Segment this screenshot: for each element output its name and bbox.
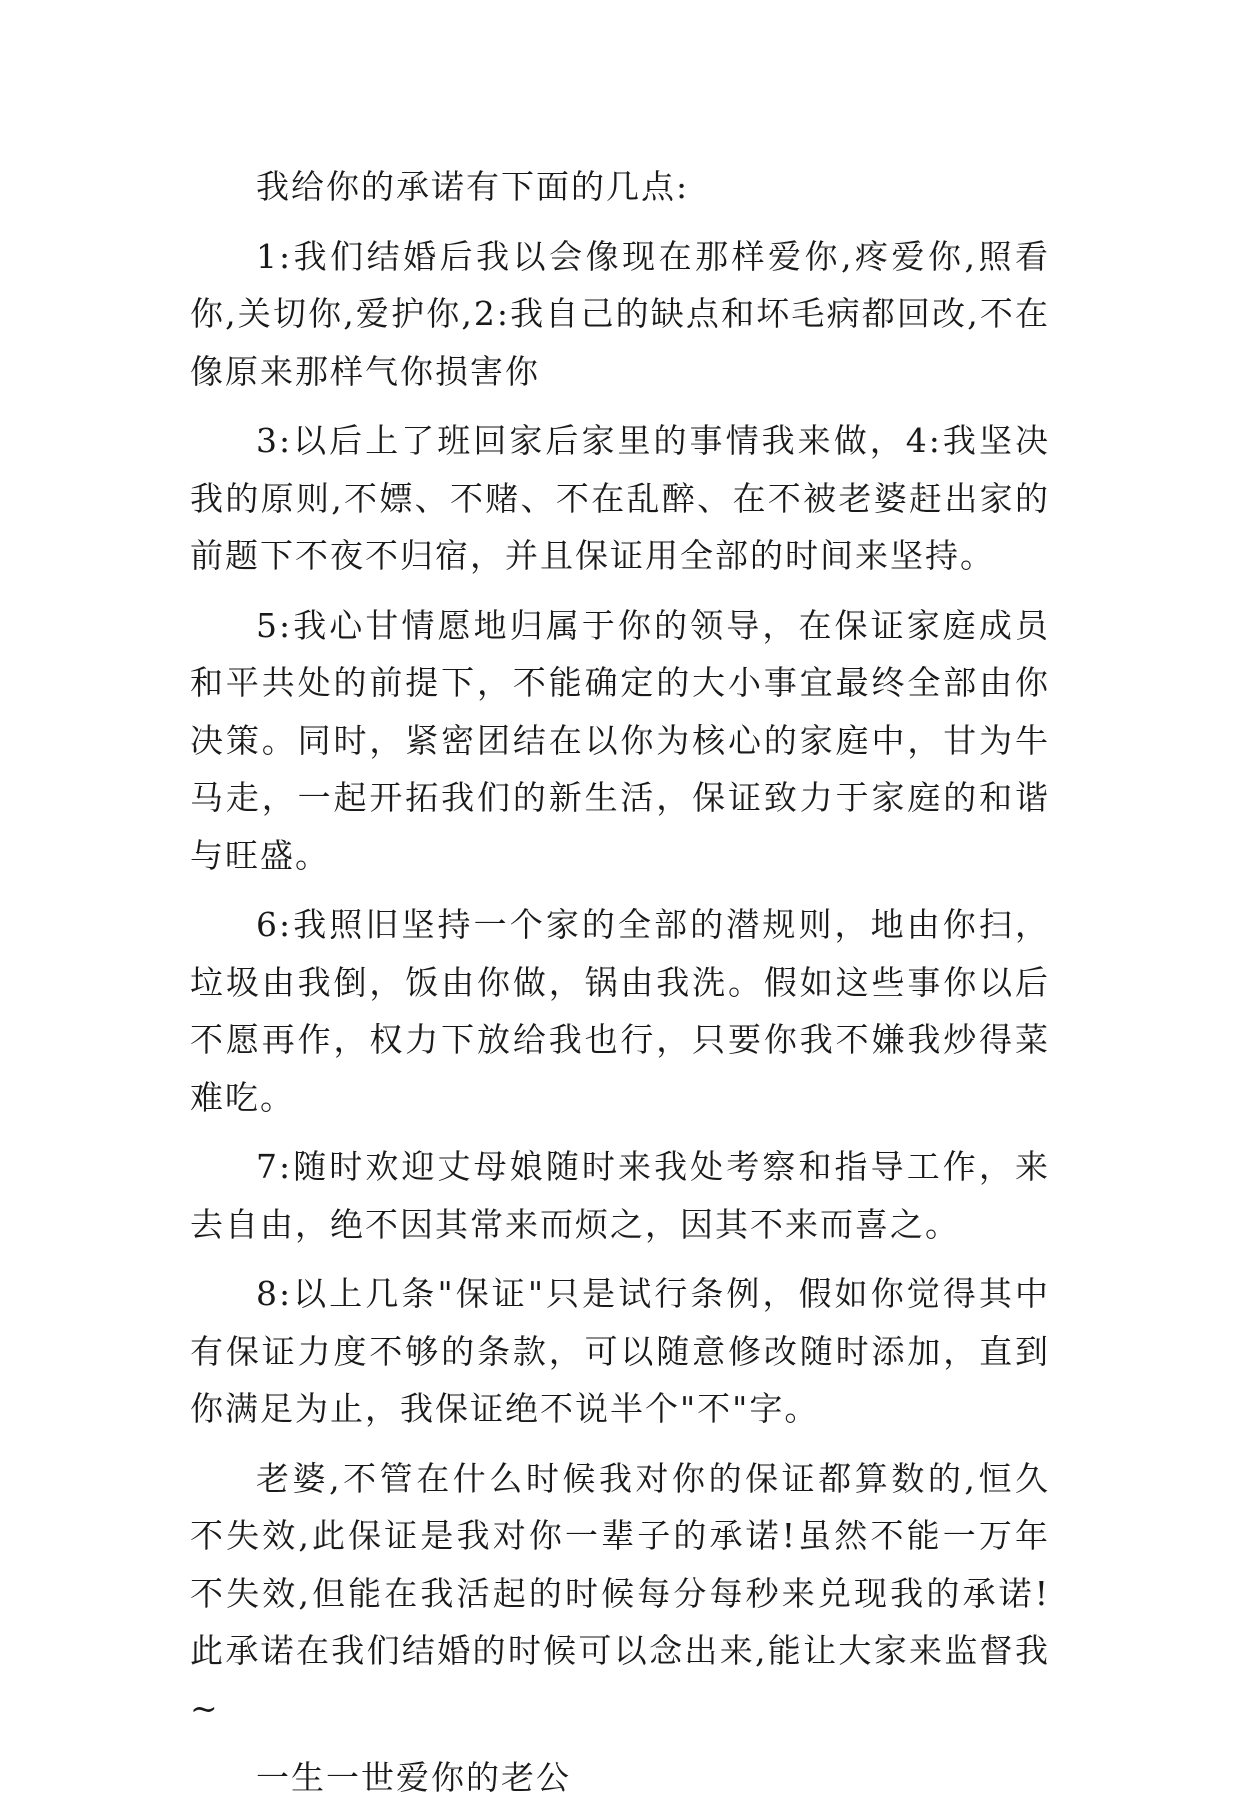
paragraph-intro: 我给你的承诺有下面的几点: [256, 167, 690, 206]
paragraph-signature: 一生一世爱你的老公 [256, 1758, 571, 1797]
paragraph-promise-3-4: 3:以后上了班回家后家里的事情我来做，4:我坚决我的原则,不嫖、不赌、不在乱醉、在不被老婆赶出家的前题下不夜不归宿，并且保证用全部的时间来坚持。 [190, 421, 1050, 575]
paragraph-promise-5: 5:我心甘情愿地归属于你的领导，在保证家庭成员和平共处的前提下，不能确定的大小事宜最终全部由你决策。同时，紧密团结在以你为核心的家庭中，甘为牛马走，一起开拓我们的新生活，保证致力于家庭的和谐与旺盛。 [190, 605, 1050, 875]
paragraph-closing: 老婆,不管在什么时候我对你的保证都算数的,恒久不失效,此保证是我对你一辈子的承诺!虽然不能一万年不失效,但能在我活起的时候每分每秒来兑现我的承诺!此承诺在我们结婚的时候可以念出来,能让大家来监督我~ [190, 1458, 1050, 1728]
paragraph-promise-1-2: 1:我们结婚后我以会像现在那样爱你,疼爱你,照看你,关切你,爱护你,2:我自己的缺点和坏毛病都回改,不在像原来那样气你损害你 [190, 236, 1050, 391]
paragraph-promise-7: 7:随时欢迎丈母娘随时来我处考察和指导工作，来去自由，绝不因其常来而烦之，因其不来而喜之。 [190, 1147, 1050, 1244]
paragraph-promise-8: 8:以上几条"保证"只是试行条例，假如你觉得其中有保证力度不够的条款，可以随意修改随时添加，直到你满足为止，我保证绝不说半个"不"字。 [190, 1274, 1050, 1428]
document-body [190, 158, 1050, 1819]
paragraph-promise-6: 6:我照旧坚持一个家的全部的潜规则，地由你扫，垃圾由我倒，饭由你做，锅由我洗。假如这些事你以后不愿再作，权力下放给我也行，只要你我不嫌我炒得菜难吃。 [190, 905, 1050, 1117]
